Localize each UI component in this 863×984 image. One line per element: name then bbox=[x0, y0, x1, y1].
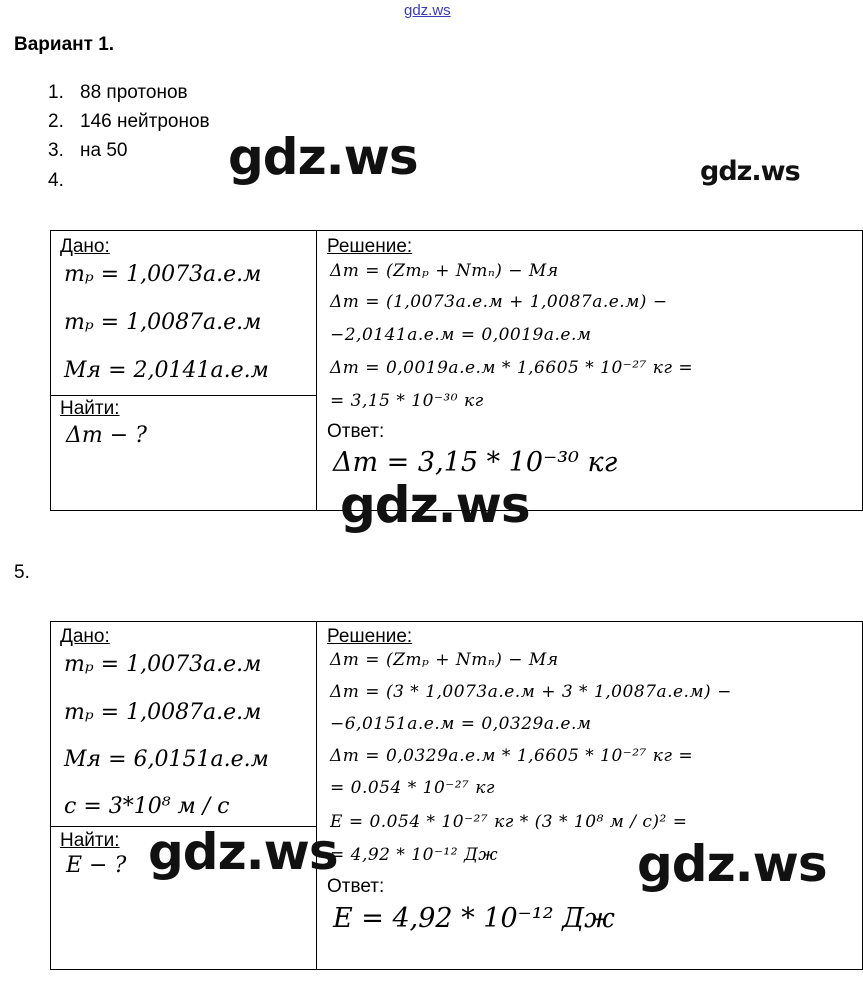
given-line: Mя = 6,0151а.е.м bbox=[64, 747, 269, 772]
answer-label: Ответ: bbox=[327, 876, 385, 897]
watermark-text: gdz.ws bbox=[228, 128, 418, 186]
solution-line: Δm = (3 * 1,0073а.е.м + 3 * 1,0087а.е.м) − bbox=[330, 682, 732, 702]
given-label: Дано: bbox=[60, 236, 110, 257]
given-line: mₚ = 1,0087а.е.м bbox=[64, 700, 262, 725]
solution-line: Δm = (Zmₚ + Nmₙ) − Mя bbox=[330, 650, 559, 670]
given-line: mₚ = 1,0073а.е.м bbox=[64, 652, 262, 677]
list-text: на 50 bbox=[80, 140, 128, 161]
answer-value: Δm = 3,15 * 10⁻³⁰ кг bbox=[333, 447, 618, 478]
solution-line: E = 0.054 * 10⁻²⁷ кг * (3 * 10⁸ м / с)² = bbox=[330, 812, 688, 832]
given-label: Дано: bbox=[60, 626, 110, 647]
list-text: 88 протонов bbox=[80, 82, 188, 103]
list-item bbox=[48, 82, 188, 104]
page-title: Вариант 1. bbox=[14, 34, 115, 55]
solution-line: −6,0151а.е.м = 0,0329а.е.м bbox=[330, 714, 592, 734]
list-item bbox=[48, 170, 80, 192]
list-number: 5. bbox=[14, 562, 30, 583]
given-line: c = 3*10⁸ м / с bbox=[64, 794, 230, 819]
solution-line: = 4,92 * 10⁻¹² Дж bbox=[330, 845, 499, 865]
solution-line: −2,0141а.е.м = 0,0019а.е.м bbox=[330, 325, 592, 345]
list-number: 2. bbox=[48, 111, 64, 132]
given-line: mₚ = 1,0087а.е.м bbox=[64, 310, 262, 335]
list-number: 3. bbox=[48, 140, 64, 161]
given-line: Mя = 2,0141а.е.м bbox=[64, 358, 269, 383]
find-value: E − ? bbox=[66, 853, 127, 878]
list-item bbox=[48, 111, 210, 133]
list-item bbox=[48, 140, 127, 162]
watermark-text: gdz.ws bbox=[700, 156, 800, 187]
solution-line: Δm = 0,0329а.е.м * 1,6605 * 10⁻²⁷ кг = bbox=[330, 746, 694, 766]
top-watermark-link[interactable]: gdz.ws bbox=[404, 2, 451, 19]
find-value: Δm − ? bbox=[66, 423, 147, 448]
solution-line: Δm = (Zmₚ + Nmₙ) − Mя bbox=[330, 261, 559, 281]
given-line: mₚ = 1,0073а.е.м bbox=[64, 262, 262, 287]
list-number: 1. bbox=[48, 82, 64, 103]
watermark-text: gdz.ws bbox=[637, 835, 827, 893]
solution-line: = 0.054 * 10⁻²⁷ кг bbox=[330, 778, 496, 798]
solution-line: Δm = 0,0019а.е.м * 1,6605 * 10⁻²⁷ кг = bbox=[330, 358, 694, 378]
find-label: Найти: bbox=[60, 830, 120, 851]
watermark-text: gdz.ws bbox=[340, 476, 530, 534]
answer-value: E = 4,92 * 10⁻¹² Дж bbox=[333, 903, 615, 934]
solution-line: Δm = (1,0073а.е.м + 1,0087а.е.м) − bbox=[330, 292, 668, 312]
watermark-text: gdz.ws bbox=[148, 823, 338, 881]
answer-label: Ответ: bbox=[327, 421, 385, 442]
solution-line: = 3,15 * 10⁻³⁰ кг bbox=[330, 391, 484, 411]
solution-label: Решение: bbox=[327, 236, 413, 257]
list-text: 146 нейтронов bbox=[80, 111, 210, 132]
solution-label: Решение: bbox=[327, 626, 413, 647]
find-label: Найти: bbox=[60, 398, 120, 419]
list-number: 4. bbox=[48, 170, 64, 191]
